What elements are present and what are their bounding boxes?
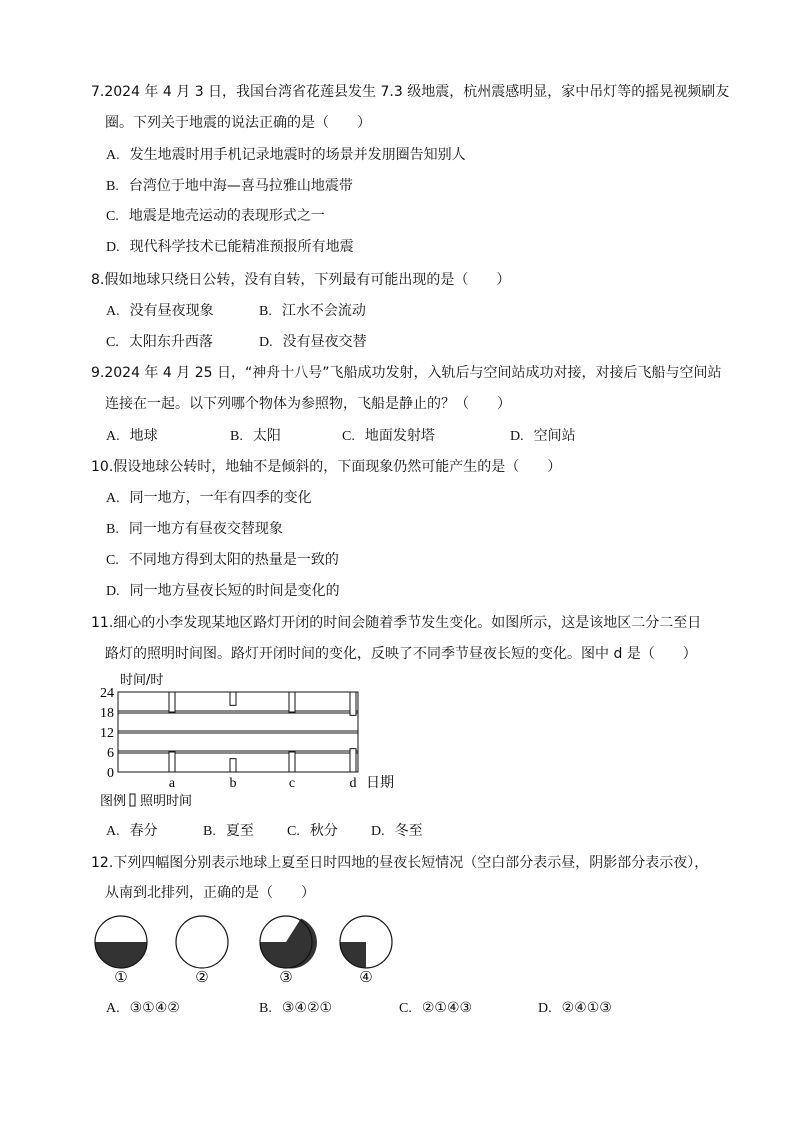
legend-label: 照明时间 [140, 794, 193, 809]
q12-option-c[interactable]: C. ②①④③ [399, 1000, 473, 1016]
plot-frame [118, 692, 358, 772]
q10-option-c[interactable]: C. 不同地方得到太阳的热量是一致的 [106, 552, 339, 568]
q7-option-b[interactable]: B. 台湾位于地中海—喜马拉雅山地震带 [106, 178, 353, 194]
q10-option-b[interactable]: B. 同一地方有昼夜交替现象 [106, 521, 283, 537]
q7-option-c[interactable]: C. 地震是地壳运动的表现形式之一 [106, 208, 325, 224]
circle-label-1: ① [114, 968, 128, 986]
q8-option-a[interactable]: A. 没有昼夜现象 [106, 303, 214, 319]
circle-label-3: ③ [279, 968, 293, 986]
y-axis-label: 时间/时 [120, 673, 164, 688]
q7-stem-line2: 圈。下列关于地震的说法正确的是（ ） [105, 115, 371, 131]
y-tick-label: 6 [107, 746, 114, 761]
q11-option-d[interactable]: D. 冬至 [371, 823, 423, 839]
q9-stem-line2: 连接在一起。以下列哪个物体为参照物，飞船是静止的？（ ） [105, 396, 511, 412]
x-tick-label: a [168, 776, 176, 791]
lamp-bar [289, 752, 295, 772]
q10-stem-line1: 10.假设地球公转时，地轴不是倾斜的，下面现象仍然可能产生的是（ ） [91, 459, 562, 475]
q9-option-d[interactable]: D. 空间站 [510, 428, 576, 444]
legend-swatch [130, 794, 135, 806]
x-tick-label: c [288, 776, 296, 791]
q9-stem-line1: 9.2024 年 4 月 25 日，“神舟十八号”飞船成功发射，入轨后与空间站成功对接，对接后飞船与空间站 [91, 365, 722, 381]
q11-option-c[interactable]: C. 秋分 [287, 823, 338, 839]
q7-option-a[interactable]: A. 发生地震时用手机记录地震时的场景并发朋圈告知别人 [106, 147, 466, 163]
circle-1 [95, 916, 147, 968]
q10-option-a[interactable]: A. 同一地方，一年有四季的变化 [106, 490, 312, 506]
day-night-circles [92, 912, 402, 972]
q11-option-a[interactable]: A. 春分 [106, 823, 158, 839]
x-axis-label: 日期 [366, 775, 394, 791]
lamp-bar [230, 692, 236, 705]
q12-option-b[interactable]: B. ③④②① [259, 1000, 333, 1016]
circle-label-4: ④ [359, 968, 373, 986]
circle-4 [340, 916, 392, 968]
x-tick-label: d [349, 776, 357, 791]
q8-option-c[interactable]: C. 太阳东升西落 [106, 334, 213, 350]
q7-stem-line1: 7.2024 年 4 月 3 日，我国台湾省花莲县发生 7.3 级地震，杭州震感明显，家中吊灯等的摇晃视频刷友 [91, 84, 730, 100]
lamp-bar [289, 692, 295, 712]
q11-option-b[interactable]: B. 夏至 [203, 823, 254, 839]
lamp-bar [350, 692, 356, 715]
q12-stem-line2: 从南到北排列，正确的是（ ） [105, 885, 315, 901]
q8-option-d[interactable]: D. 没有昼夜交替 [259, 334, 367, 350]
q12-stem-line1: 12.下列四幅图分别表示地球上夏至日时四地的昼夜长短情况（空白部分表示昼，阴影部分表示夜）， [91, 855, 709, 871]
circle-3 [260, 916, 317, 968]
circle-label-2: ② [195, 968, 209, 986]
y-tick-label: 0 [107, 766, 114, 781]
q7-option-d[interactable]: D. 现代科学技术已能精准预报所有地震 [106, 239, 354, 255]
lamp-bar [350, 749, 356, 772]
q9-option-a[interactable]: A. 地球 [106, 428, 158, 444]
circle-2 [176, 916, 228, 968]
q12-option-a[interactable]: A. ③①④② [106, 1000, 180, 1016]
lamp-bar [169, 692, 175, 712]
q10-option-d[interactable]: D. 同一地方昼夜长短的时间是变化的 [106, 583, 340, 599]
q11-stem-line1: 11.细心的小李发现某地区路灯开闭的时间会随着季节发生变化。如图所示，这是该地区二分二至日 [91, 615, 702, 631]
lamp-bar [230, 759, 236, 772]
q9-option-b[interactable]: B. 太阳 [230, 428, 281, 444]
lamp-bar [169, 752, 175, 772]
q8-option-b[interactable]: B. 江水不会流动 [259, 303, 366, 319]
y-tick-label: 24 [100, 686, 114, 701]
q12-option-d[interactable]: D. ②④①③ [538, 1000, 612, 1016]
y-tick-label: 12 [100, 726, 114, 741]
y-tick-label: 18 [100, 706, 114, 721]
q9-option-c[interactable]: C. 地面发射塔 [342, 428, 435, 444]
legend-prefix: 图例 [100, 794, 127, 809]
lamp-hours-chart [100, 668, 410, 813]
q11-stem-line2: 路灯的照明时间图。路灯开闭时间的变化，反映了不同季节昼夜长短的变化。图中 d 是（ ） [105, 646, 697, 662]
q8-stem-line1: 8.假如地球只绕日公转，没有自转，下列最有可能出现的是（ ） [91, 272, 511, 288]
x-tick-label: b [229, 776, 237, 791]
